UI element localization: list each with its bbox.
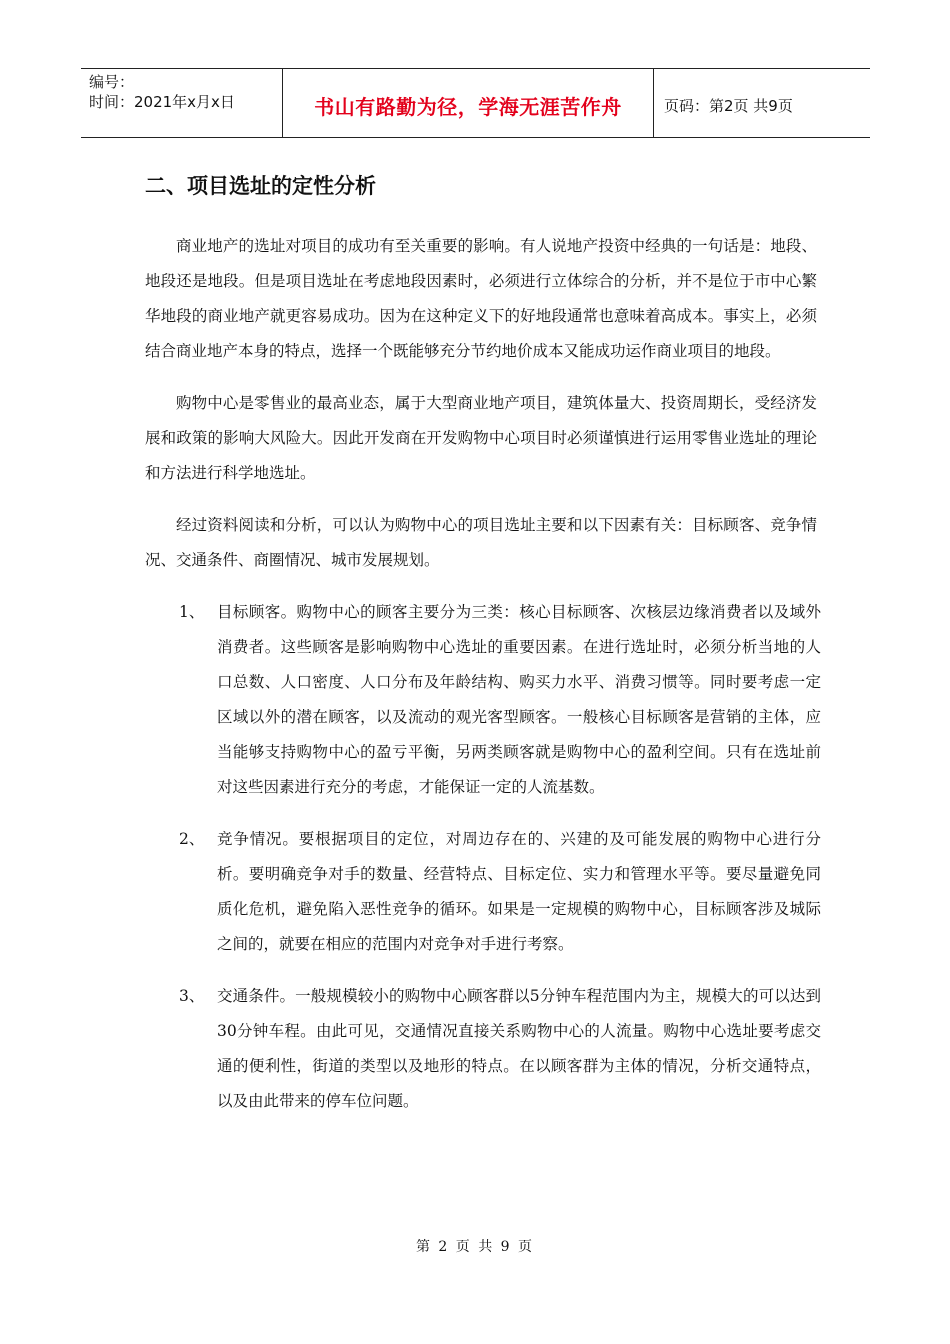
header-meta bbox=[81, 69, 282, 137]
list-item-text: 竞争情况。要根据项目的定位，对周边存在的、兴建的及可能发展的购物中心进行分析。要明确竞争对手的数量、经营特点、目标定位、实力和管理水平等。要尽量避免同质化危机，避免陷入恶性竞争的循环。如果是一定规模的购物中心，目标顾客涉及城际之间的，就要在相应的范围内对竞争对手进行考察。 bbox=[217, 830, 821, 953]
list-item-number: 3、 bbox=[179, 987, 205, 1005]
list-item-number: 2、 bbox=[179, 830, 205, 848]
document-header bbox=[81, 68, 870, 138]
section-title: 二、项目选址的定性分析 bbox=[145, 174, 376, 198]
page-footer: 第 2 页 共 9 页 bbox=[415, 1239, 535, 1255]
header-page-info bbox=[654, 69, 870, 137]
date-line: 时间：2021年x月x日 bbox=[89, 93, 235, 111]
header-motto-cell bbox=[282, 69, 654, 137]
motto: 书山有路勤为径，学海无涯苦作舟 bbox=[314, 94, 622, 119]
paragraph: 商业地产的选址对项目的成功有至关重要的影响。有人说地产投资中经典的一句话是：地段、地段还是地段。但是项目选址在考虑地段因素时，必须进行立体综合的分析，并不是位于市中心繁华地段的商业地产就更容易成功。因为在这种定义下的好地段通常也意味着高成本。事实上，必须结合商业地产本身的特点，选择一个既能够充分节约地价成本又能成功运作商业项目的地段。 bbox=[145, 237, 817, 360]
list-item-number: 1、 bbox=[179, 603, 205, 621]
body-content bbox=[145, 229, 821, 1136]
list-item bbox=[145, 822, 821, 962]
list-item-text: 交通条件。一般规模较小的购物中心顾客群以5分钟车程范围内为主，规模大的可以达到30分钟车程。由此可见，交通情况直接关系购物中心的人流量。购物中心选址要考虑交通的便利性，街道的类型以及地形的特点。在以顾客群为主体的情况，分析交通特点，以及由此带来的停车位问题。 bbox=[217, 987, 821, 1110]
code-label: 编号： bbox=[89, 73, 135, 91]
paragraph: 购物中心是零售业的最高业态，属于大型商业地产项目，建筑体量大、投资周期长，受经济发展和政策的影响大风险大。因此开发商在开发购物中心项目时必须谨慎进行运用零售业选址的理论和方法进行科学地选址。 bbox=[145, 394, 817, 482]
paragraph: 经过资料阅读和分析，可以认为购物中心的项目选址主要和以下因素有关：目标顾客、竞争情况、交通条件、商圈情况、城市发展规划。 bbox=[145, 516, 817, 569]
list-item bbox=[145, 595, 821, 805]
factor-list bbox=[145, 595, 821, 1119]
page-info: 页码：第2页 共9页 bbox=[664, 96, 793, 115]
list-item bbox=[145, 979, 821, 1119]
list-item-text: 目标顾客。购物中心的顾客主要分为三类：核心目标顾客、次核层边缘消费者以及域外消费者。这些顾客是影响购物中心选址的重要因素。在进行选址时，必须分析当地的人口总数、人口密度、人口分布及年龄结构、购买力水平、消费习惯等。同时要考虑一定区域以外的潜在顾客，以及流动的观光客型顾客。一般核心目标顾客是营销的主体，应当能够支持购物中心的盈亏平衡，另两类顾客就是购物中心的盈利空间。只有在选址前对这些因素进行充分的考虑，才能保证一定的人流基数。 bbox=[217, 603, 821, 796]
